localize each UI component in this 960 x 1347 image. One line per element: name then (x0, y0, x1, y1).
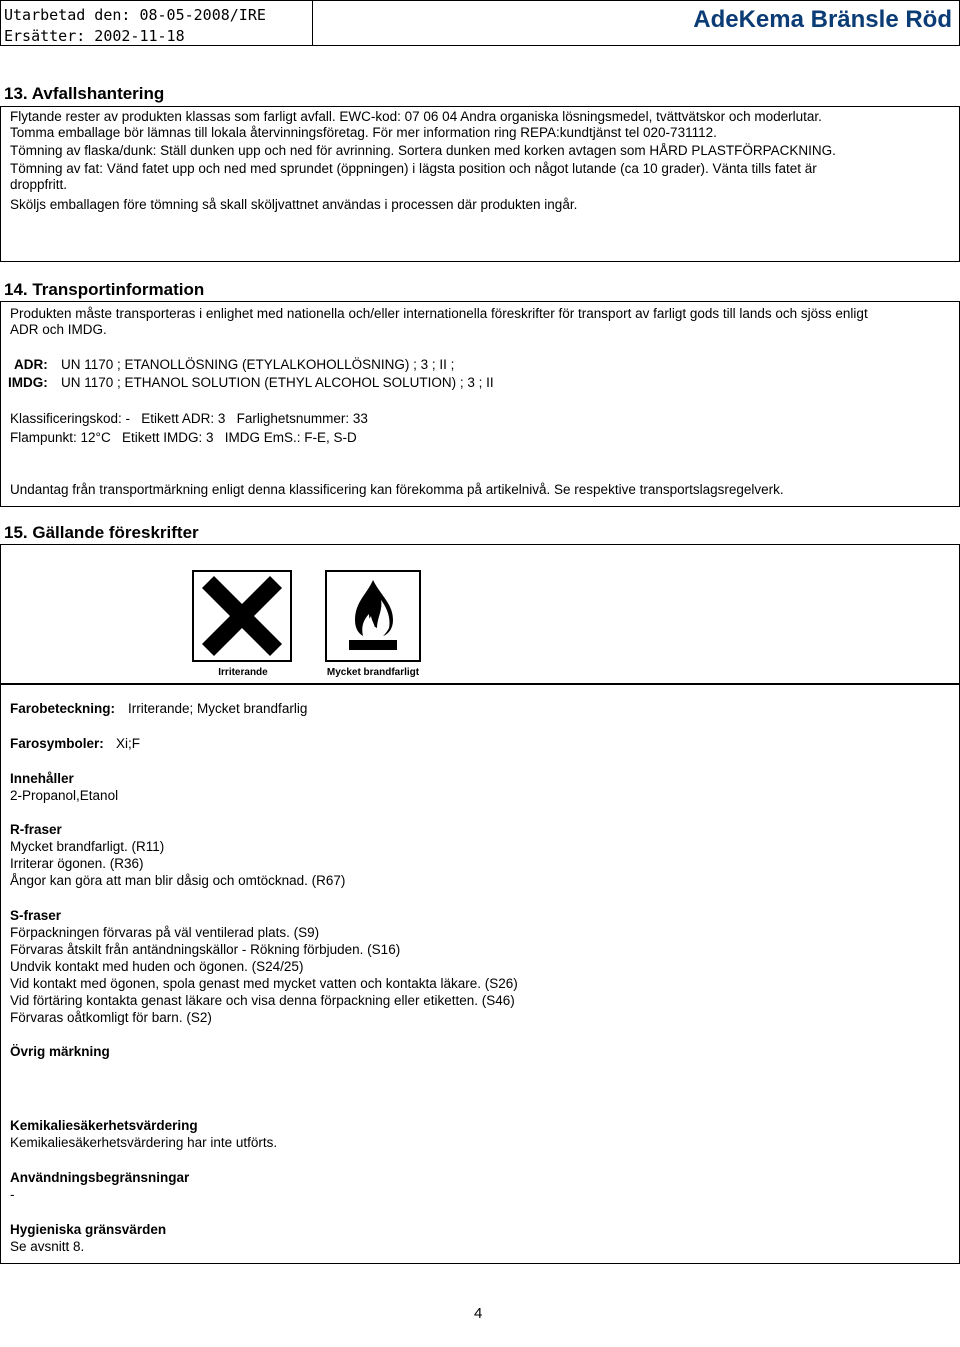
s13-line-5: droppfritt. (10, 177, 68, 192)
irritant-x-icon (192, 570, 292, 662)
s14-intro-2: ADR och IMDG. (10, 322, 107, 337)
section-13-title: 13. Avfallshantering (4, 84, 165, 103)
product-name: AdeKema Bränsle Röd (693, 6, 952, 33)
adr-value: UN 1170 ; ETANOLLÖSNING (ETYLALKOHOLLÖSNING) ; 3 ; II ; (61, 357, 455, 372)
s13-line-1: Flytande rester av produkten klassas som farligt avfall. EWC-kod: 07 06 04 Andra organiska lösningsmedel, tvättvätskor och moderlutar. (10, 109, 822, 124)
usage-restrictions-value: - (10, 1187, 15, 1202)
contains-label: Innehåller (10, 771, 74, 786)
prepared-date: Utarbetad den: 08-05-2008/IRE (4, 6, 266, 24)
r-phrase: Ångor kan göra att man blir dåsig och omtöcknad. (R67) (10, 873, 346, 888)
r-phrase: Irriterar ögonen. (R36) (10, 856, 144, 871)
flashpoint-line: Flampunkt: 12°C Etikett IMDG: 3 IMDG EmS.: F-E, S-D (10, 430, 357, 445)
contains-value: 2-Propanol,Etanol (10, 788, 119, 803)
page-number: 4 (474, 1305, 483, 1322)
imdg-value: UN 1170 ; ETHANOL SOLUTION (ETHYL ALCOHOL SOLUTION) ; 3 ; II (61, 375, 494, 390)
usage-restrictions-label: Användningsbegränsningar (10, 1170, 190, 1185)
s-phrase: Förvaras åtskilt från antändningskällor - Rökning förbjuden. (S16) (10, 942, 401, 957)
hazard-symbols-value: Xi;F (116, 736, 141, 751)
classification-line: Klassificeringskod: - Etikett ADR: 3 Farlighetsnummer: 33 (10, 411, 368, 426)
header-divider (312, 0, 313, 46)
s-phrases-label: S-fraser (10, 908, 62, 923)
flammable-label: Mycket brandfarligt (326, 667, 420, 678)
hazard-designation-label: Farobeteckning: (10, 701, 116, 716)
section-14-title: 14. Transportinformation (4, 280, 205, 299)
other-labelling-label: Övrig märkning (10, 1044, 110, 1059)
exposure-limits-value: Se avsnitt 8. (10, 1239, 85, 1254)
s-phrase: Vid förtäring kontakta genast läkare och visa denna förpackning eller etiketten. (S46) (10, 993, 515, 1008)
chemical-safety-label: Kemikaliesäkerhetsvärdering (10, 1118, 198, 1133)
s-phrase: Undvik kontakt med huden och ögonen. (S24/25) (10, 959, 304, 974)
s13-line-6: Sköljs emballagen före tömning så skall sköljvattnet användas i processen där produkten ingår. (10, 197, 578, 212)
irritant-hazard-symbol (192, 570, 292, 662)
s13-line-3: Tömning av flaska/dunk: Ställ dunken upp och ned för avrinning. Sortera dunken med korken avtagen som HÅRD PLASTFÖRPACKNING. (10, 143, 836, 158)
flammable-hazard-symbol (325, 570, 421, 662)
s14-intro-1: Produkten måste transporteras i enlighet med nationella och/eller internationella föreskrifter för transport av farligt gods till lands och sjöss enligt (10, 306, 868, 321)
r-phrase: Mycket brandfarligt. (R11) (10, 839, 165, 854)
r-phrases-label: R-fraser (10, 822, 62, 837)
s-phrase: Förvaras oåtkomligt för barn. (S2) (10, 1010, 212, 1025)
exemption-note: Undantag från transportmärkning enligt denna klassificering kan förekomma på artikelnivå. Se respektive transportslagsregelverk. (10, 482, 784, 497)
chemical-safety-value: Kemikaliesäkerhetsvärdering har inte utförts. (10, 1135, 278, 1150)
hazard-symbols-label: Farosymboler: (10, 736, 104, 751)
adr-label: ADR: (14, 357, 48, 372)
section-14-box (0, 301, 960, 507)
s-phrase: Vid kontakt med ögonen, spola genast med mycket vatten och kontakta läkare. (S26) (10, 976, 518, 991)
irritant-label: Irriterande (218, 667, 268, 678)
s13-line-4: Tömning av fat: Vänd fatet upp och ned med sprundet (öppningen) i lägsta position och något lutande (ca 10 grader). Vänta tills fatet är (10, 161, 817, 176)
section-15-symbols-box (0, 544, 960, 684)
s-phrase: Förpackningen förvaras på väl ventilerad plats. (S9) (10, 925, 320, 940)
section-15-title: 15. Gällande föreskrifter (4, 523, 199, 542)
imdg-label: IMDG: (8, 375, 48, 390)
exposure-limits-label: Hygieniska gränsvärden (10, 1222, 167, 1237)
s13-line-2: Tomma emballage bör lämnas till lokala återvinningsföretag. För mer information ring REPA:kundtjänst tel 020-731112. (10, 125, 717, 140)
flame-icon (325, 570, 421, 662)
hazard-designation-value: Irriterande; Mycket brandfarlig (128, 701, 308, 716)
replaces-date: Ersätter: 2002-11-18 (4, 27, 185, 45)
